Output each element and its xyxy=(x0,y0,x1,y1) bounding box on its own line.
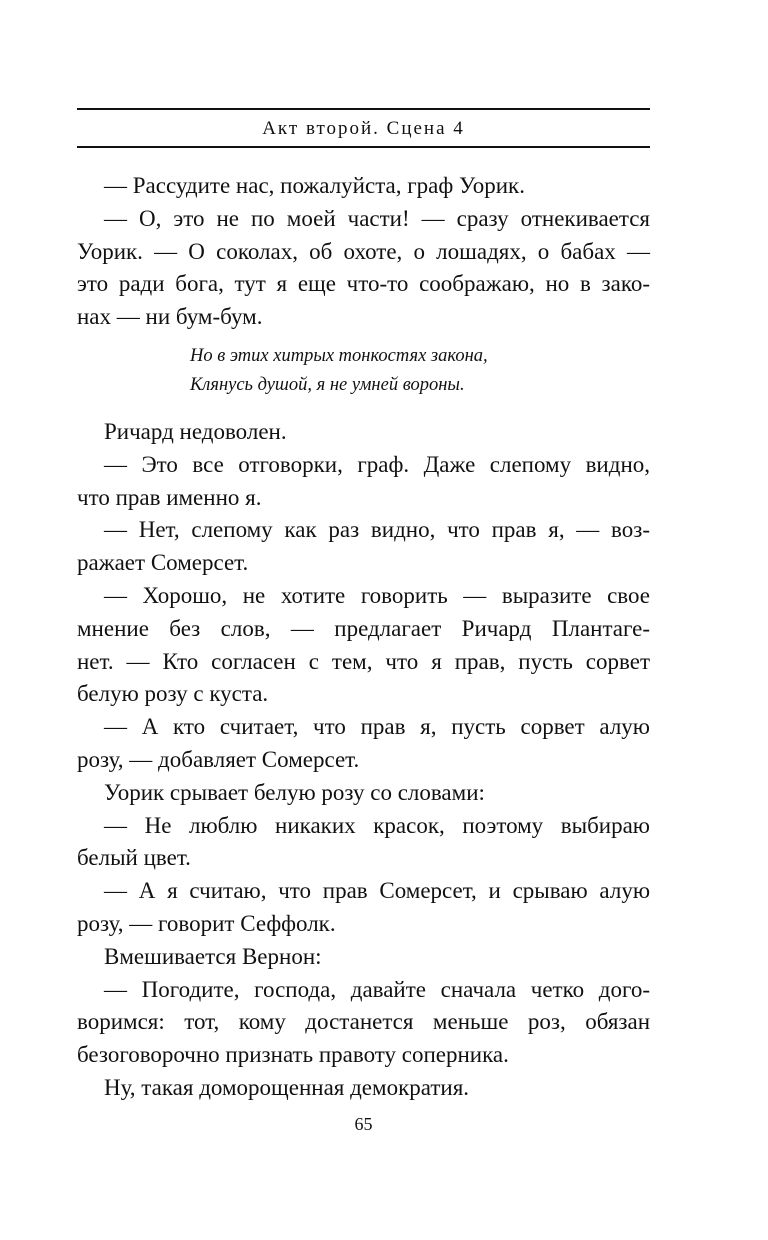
text-line: — Погодите, господа, давайте сначала четко дого- xyxy=(104,976,650,1002)
page-body xyxy=(77,170,650,1105)
text-line: ражает Сомерсет. xyxy=(77,550,249,576)
text-line: — Это все отговорки, граф. Даже слепому видно, xyxy=(104,451,650,477)
header-top-rule xyxy=(77,108,650,110)
text-line: — Хорошо, не хотите говорить — выразите свое xyxy=(104,582,650,608)
header-bottom-rule xyxy=(77,146,650,148)
text-line: Ну, такая доморощенная демократия. xyxy=(104,1074,470,1100)
running-header: Акт второй. Сцена 4 xyxy=(262,118,465,139)
text-line: нет. — Кто согласен с тем, что я прав, пусть сорвет xyxy=(77,648,650,674)
page-number: 65 xyxy=(354,1114,373,1134)
text-line: мнение без слов, — предлагает Ричард Плантаге- xyxy=(77,615,650,641)
text-line: белую розу с куста. xyxy=(77,681,269,707)
text-line: белый цвет. xyxy=(77,845,191,871)
text-line: что прав именно я. xyxy=(77,484,262,510)
text-line: — Не люблю никаких красок, поэтому выбираю xyxy=(104,812,650,838)
text-line: — Нет, слепому как раз видно, что прав я, — воз- xyxy=(104,517,650,543)
text-line: — О, это не по моей части! — сразу отнекивается xyxy=(104,205,650,231)
text-line: Ричард недоволен. xyxy=(104,418,287,444)
text-line: — А кто считает, что прав я, пусть сорвет алую xyxy=(104,714,650,740)
text-line: розу, — добавляет Сомерсет. xyxy=(77,746,360,772)
text-line: — А я считаю, что прав Сомерсет, и срываю алую xyxy=(104,878,650,904)
text-line: нах — ни бум-бум. xyxy=(77,304,263,330)
text-line: Вмешивается Вернон: xyxy=(104,943,322,969)
text-line: это ради бога, тут я еще что-то соображаю, но в зако- xyxy=(77,271,650,297)
verse-line: Клянусь душой, я не умней вороны. xyxy=(190,374,465,395)
text-line: воримся: тот, кому достанется меньше роз, обязан xyxy=(77,1009,650,1035)
text-line: Уорик. — О соколах, об охоте, о лошадях, о бабах — xyxy=(77,238,650,264)
text-line: Уорик срывает белую розу со словами: xyxy=(104,779,485,805)
text-line: розу, — говорит Сеффолк. xyxy=(77,910,336,936)
text-line: безоговорочно признать правоту соперника. xyxy=(77,1042,509,1068)
verse-line: Но в этих хитрых тонкостях закона, xyxy=(190,345,488,366)
text-line: — Рассудите нас, пожалуйста, граф Уорик. xyxy=(104,173,525,198)
